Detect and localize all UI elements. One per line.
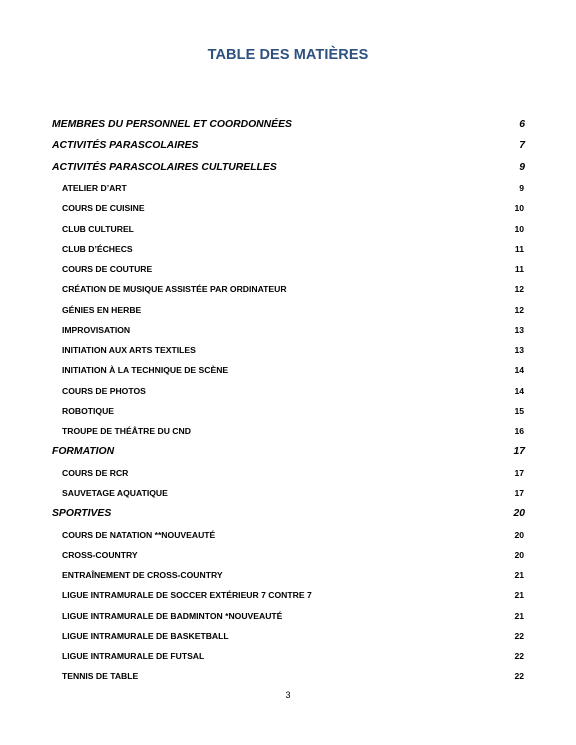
toc-entry-page: 22 — [514, 671, 524, 682]
toc-subsection-entry[interactable] — [52, 606, 525, 626]
toc-subsection-entry[interactable] — [52, 565, 525, 585]
toc-entry-label: CLUB D’ÉCHECS — [62, 243, 133, 254]
toc-entry-page: 17 — [513, 446, 525, 458]
toc-entry-label: ATELIER D’ART — [62, 183, 127, 194]
toc-entry-page: 13 — [514, 345, 524, 356]
toc-subsection-entry[interactable] — [52, 646, 525, 666]
toc-entry-page: 21 — [514, 610, 524, 621]
toc-section-entry[interactable] — [52, 114, 525, 135]
toc-entry-page: 10 — [514, 223, 524, 234]
toc-entry-page: 7 — [519, 140, 525, 152]
toc-section-entry[interactable] — [52, 503, 525, 524]
toc-subsection-entry[interactable] — [52, 259, 525, 279]
toc-entry-label: SAUVETAGE AQUATIQUE — [62, 488, 168, 499]
toc-entry-label: IMPROVISATION — [62, 324, 131, 335]
toc-entry-label: COURS DE PHOTOS — [62, 385, 146, 396]
toc-entry-label: FORMATION — [52, 446, 115, 458]
toc-subsection-entry[interactable] — [52, 585, 525, 605]
toc-subsection-entry[interactable] — [52, 320, 525, 340]
toc-section-entry[interactable] — [52, 157, 525, 178]
toc-subsection-entry[interactable] — [52, 626, 525, 646]
toc-entry-label: INITIATION À LA TECHNIQUE DE SCÈNE — [62, 365, 229, 376]
toc-entry-label: LIGUE INTRAMURALE DE BASKETBALL — [62, 630, 229, 641]
toc-section-entry[interactable] — [52, 441, 525, 462]
toc-subsection-entry[interactable] — [52, 300, 525, 320]
toc-entry-page: 14 — [514, 365, 524, 376]
toc-entry-page: 10 — [514, 203, 524, 214]
toc-subsection-entry[interactable] — [52, 401, 525, 421]
toc-subsection-entry[interactable] — [52, 421, 525, 441]
toc-entry-page: 11 — [514, 264, 524, 275]
toc-entry-page: 9 — [519, 161, 525, 173]
toc-subsection-entry[interactable] — [52, 666, 525, 686]
toc-entry-label: MEMBRES DU PERSONNEL ET COORDONNÉES — [52, 119, 292, 130]
toc-entry-label: COURS DE CUISINE — [62, 203, 145, 214]
toc-entry-label: CROSS-COUNTRY — [62, 549, 138, 560]
toc-entry-page: 6 — [519, 119, 525, 130]
toc-entry-page: 15 — [514, 405, 524, 416]
page-title: TABLE DES MATIÈRES — [207, 47, 369, 63]
toc-entry-page: 21 — [514, 590, 524, 601]
toc-entry-page: 9 — [519, 183, 524, 194]
toc-entry-page: 16 — [514, 426, 524, 437]
toc-entry-label: COURS DE NATATION **NOUVEAUTÉ — [62, 529, 216, 540]
toc-subsection-entry[interactable] — [52, 178, 525, 198]
toc-entry-page: 22 — [514, 651, 524, 662]
toc-entry-label: ACTIVITÉS PARASCOLAIRES CULTURELLES — [52, 161, 277, 173]
toc-entry-page: 22 — [514, 630, 524, 641]
toc-entry-page: 20 — [513, 508, 525, 520]
toc-subsection-entry[interactable] — [52, 463, 525, 483]
toc-subsection-entry[interactable] — [52, 483, 525, 503]
toc-subsection-entry[interactable] — [52, 219, 525, 239]
toc-entry-label: COURS DE COUTURE — [62, 264, 153, 275]
toc-entry-label: GÉNIES EN HERBE — [62, 304, 142, 315]
toc-entry-label: TROUPE DE THÉÂTRE DU CND — [62, 426, 191, 437]
toc-entry-page: 17 — [514, 467, 524, 478]
toc-entry-label: SPORTIVES — [52, 508, 112, 520]
toc-entry-label: ROBOTIQUE — [62, 405, 115, 416]
toc-subsection-entry[interactable] — [52, 525, 525, 545]
toc-entry-page: 12 — [514, 284, 524, 295]
toc-subsection-entry[interactable] — [52, 545, 525, 565]
toc-entry-label: COURS DE RCR — [62, 467, 129, 478]
toc-entry-page: 13 — [514, 324, 524, 335]
toc-entry-page: 20 — [514, 529, 524, 540]
toc-entry-label: LIGUE INTRAMURALE DE FUTSAL — [62, 651, 205, 662]
toc-entry-label: INITIATION AUX ARTS TEXTILES — [62, 345, 196, 356]
toc-subsection-entry[interactable] — [52, 381, 525, 401]
toc-entry-label: LIGUE INTRAMURALE DE SOCCER EXTÉRIEUR 7 CONTRE 7 — [62, 590, 312, 601]
toc-subsection-entry[interactable] — [52, 340, 525, 360]
toc-section-entry[interactable] — [52, 135, 525, 156]
toc-subsection-entry[interactable] — [52, 198, 525, 218]
toc-entry-label: ENTRAÎNEMENT DE CROSS-COUNTRY — [62, 570, 223, 581]
toc-entry-page: 14 — [514, 385, 524, 396]
toc-subsection-entry[interactable] — [52, 360, 525, 380]
toc-entry-page: 11 — [514, 243, 524, 254]
toc-entry-page: 21 — [514, 570, 524, 581]
toc-subsection-entry[interactable] — [52, 279, 525, 299]
toc-entry-page: 12 — [514, 304, 524, 315]
toc-entry-label: ACTIVITÉS PARASCOLAIRES — [52, 140, 199, 152]
page-number: 3 — [285, 690, 291, 700]
toc-entry-page: 20 — [514, 549, 524, 560]
toc-entry-label: TENNIS DE TABLE — [62, 671, 139, 682]
toc-entry-page: 17 — [514, 488, 524, 499]
toc-subsection-entry[interactable] — [52, 239, 525, 259]
toc-entry-label: CLUB CULTUREL — [62, 223, 134, 234]
toc-entry-label: CRÉATION DE MUSIQUE ASSISTÉE PAR ORDINATEUR — [62, 284, 287, 295]
toc-entry-label: LIGUE INTRAMURALE DE BADMINTON *NOUVEAUTÉ — [62, 610, 283, 621]
table-of-contents — [52, 114, 525, 687]
